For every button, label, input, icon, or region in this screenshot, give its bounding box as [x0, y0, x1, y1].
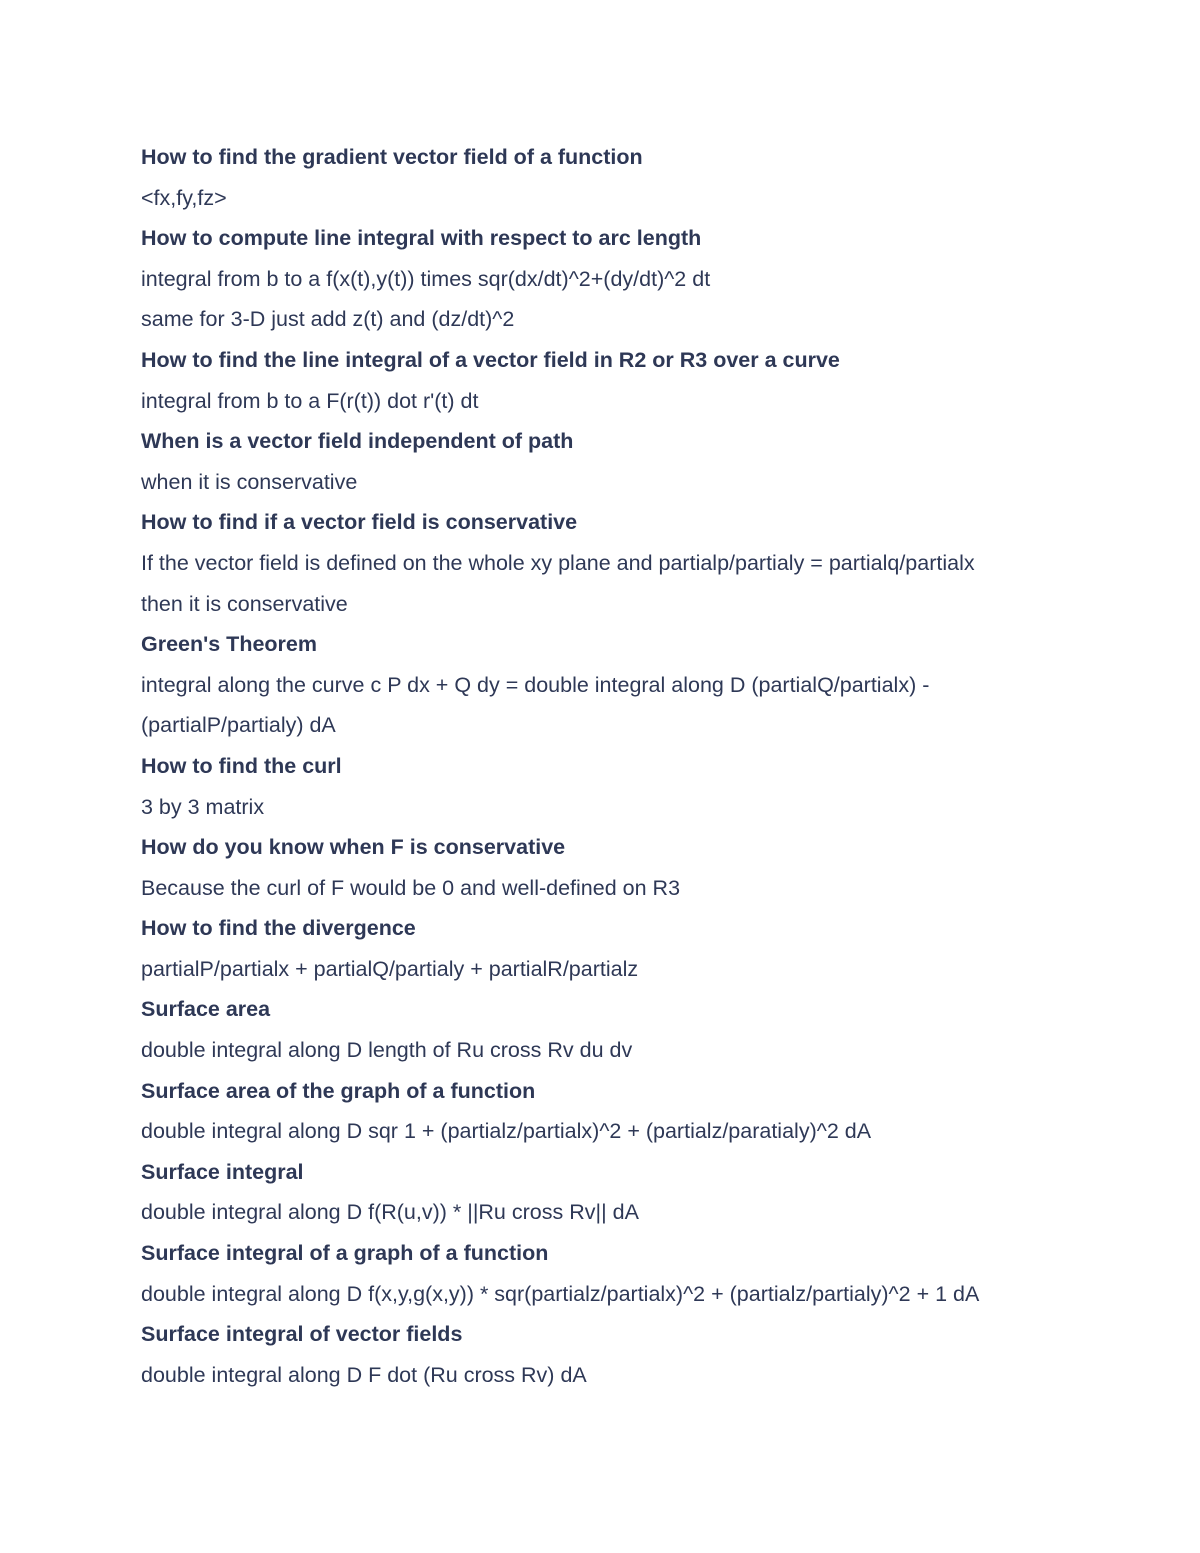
card-definition: double integral along D F dot (Ru cross Rv) dA	[141, 1362, 587, 1387]
card-definition: double integral along D f(x,y,g(x,y)) * sqr(partialz/partialx)^2 + (partialz/partialy)^2 + 1 dA	[141, 1281, 980, 1306]
card-definition: when it is conservative	[141, 469, 358, 494]
card-definition: If the vector field is defined on the whole xy plane and partialp/partialy = partialq/partialx	[141, 550, 975, 575]
card-definition: Because the curl of F would be 0 and well-defined on R3	[141, 875, 681, 900]
card-term: Surface integral of a graph of a function	[141, 1241, 549, 1266]
card-definition: (partialP/partialy) dA	[141, 713, 336, 738]
card-definition: same for 3-D just add z(t) and (dz/dt)^2	[141, 307, 515, 332]
card-definition: partialP/partialx + partialQ/partialy + partialR/partialz	[141, 956, 639, 981]
card-definition: 3 by 3 matrix	[141, 794, 265, 819]
card-definition: integral from b to a F(r(t)) dot r'(t) dt	[141, 388, 479, 413]
card-definition: then it is conservative	[141, 591, 348, 616]
card-definition: <fx,fy,fz>	[141, 185, 227, 210]
card-term: How to find the line integral of a vector field in R2 or R3 over a curve	[141, 347, 840, 372]
card-term: Surface area of the graph of a function	[141, 1078, 536, 1103]
card-definition: integral from b to a f(x(t),y(t)) times sqr(dx/dt)^2+(dy/dt)^2 dt	[141, 266, 711, 291]
card-term: How to find the curl	[141, 753, 342, 778]
card-definition: integral along the curve c P dx + Q dy = double integral along D (partialQ/partialx) -	[141, 672, 930, 697]
card-definition: double integral along D sqr 1 + (partialz/partialx)^2 + (partialz/paratialy)^2 dA	[141, 1119, 872, 1144]
card-definition: double integral along D length of Ru cross Rv du dv	[141, 1038, 633, 1063]
card-term: Surface integral	[141, 1159, 304, 1184]
card-term: Green's Theorem	[141, 632, 317, 657]
flashcard-document	[141, 137, 1141, 1395]
card-term: How to find if a vector field is conservative	[141, 510, 578, 535]
card-term: How to find the divergence	[141, 916, 416, 941]
card-term: Surface integral of vector fields	[141, 1322, 463, 1347]
card-term: How to compute line integral with respect to arc length	[141, 226, 702, 251]
card-term: How to find the gradient vector field of a function	[141, 145, 643, 169]
card-term: When is a vector field independent of path	[141, 429, 574, 454]
card-term: How do you know when F is conservative	[141, 835, 566, 860]
card-definition: double integral along D f(R(u,v)) * ||Ru cross Rv|| dA	[141, 1200, 639, 1225]
card-term: Surface area	[141, 997, 271, 1022]
